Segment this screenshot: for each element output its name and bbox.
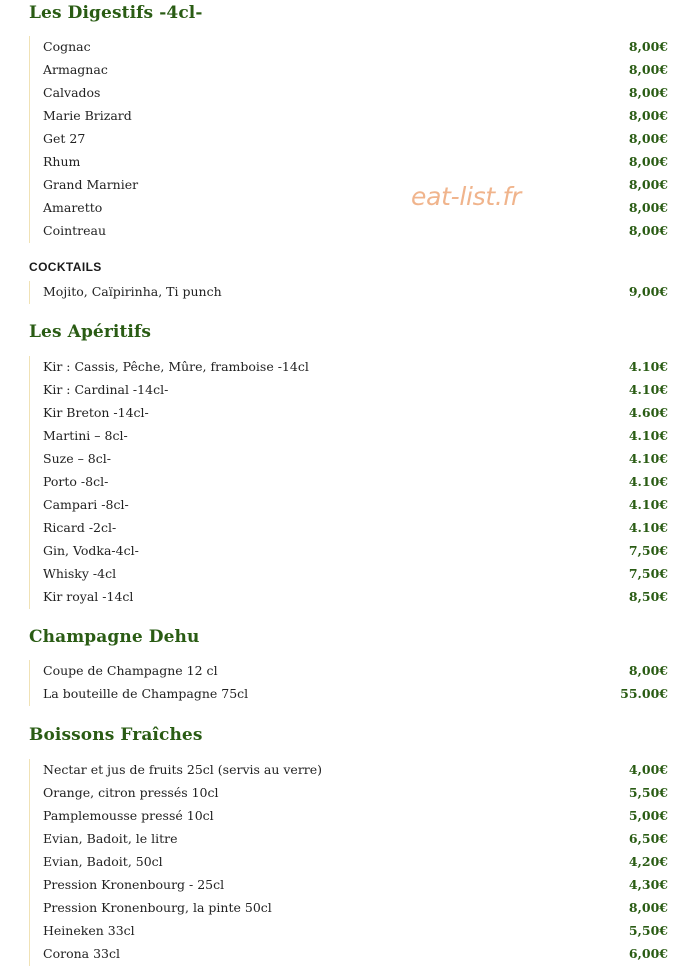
- item-name: Campari -8cl-: [43, 497, 129, 512]
- item-price: 9,00€: [628, 284, 668, 299]
- menu-item: [30, 943, 670, 966]
- menu-item: [30, 128, 670, 151]
- item-price: 5,50€: [628, 785, 668, 800]
- item-price: 8,00€: [628, 223, 668, 238]
- item-name: Pamplemousse pressé 10cl: [43, 808, 214, 823]
- item-price: 6,00€: [628, 946, 668, 961]
- item-price: 8,00€: [628, 62, 668, 77]
- aperitifs-title: Les Apéritifs: [29, 322, 152, 342]
- item-price: 4.60€: [628, 405, 668, 420]
- menu-item: [30, 59, 670, 82]
- item-price: 5,00€: [628, 808, 668, 823]
- item-name: Orange, citron pressés 10cl: [43, 785, 219, 800]
- item-name: Mojito, Caïpirinha, Ti punch: [43, 284, 222, 299]
- menu-item: [30, 540, 670, 563]
- digestifs-list: [29, 36, 670, 243]
- item-price: 4,30€: [628, 877, 668, 892]
- menu-item: [30, 402, 670, 425]
- item-name: Kir royal -14cl: [43, 589, 134, 604]
- menu-item: [30, 174, 670, 197]
- fraiches-title: Boissons Fraîches: [29, 725, 203, 745]
- item-price: 7,50€: [628, 543, 668, 558]
- item-name: Whisky -4cl: [43, 566, 117, 581]
- aperitifs-list: [29, 356, 670, 609]
- item-price: 4.10€: [628, 497, 668, 512]
- menu-item: [30, 586, 670, 609]
- digestifs-title: Les Digestifs -4cl-: [29, 3, 203, 23]
- item-price: 8,00€: [628, 200, 668, 215]
- cocktails-list: [29, 281, 670, 304]
- menu-item: [30, 563, 670, 586]
- item-price: 8,00€: [628, 177, 668, 192]
- item-name: Cognac: [43, 39, 91, 54]
- item-price: 6,50€: [628, 831, 668, 846]
- menu-item: [30, 494, 670, 517]
- item-name: Armagnac: [43, 62, 108, 77]
- fraiches-list: [29, 759, 670, 966]
- item-name: Heineken 33cl: [43, 923, 135, 938]
- item-name: Rhum: [43, 154, 81, 169]
- item-name: Evian, Badoit, le litre: [43, 831, 178, 846]
- menu-item: [30, 425, 670, 448]
- champagne-list: [29, 660, 670, 706]
- menu-item: [30, 782, 670, 805]
- item-price: 4.10€: [628, 428, 668, 443]
- item-name: Corona 33cl: [43, 946, 120, 961]
- menu-item: [30, 281, 670, 304]
- menu-item: [30, 82, 670, 105]
- menu-item: [30, 471, 670, 494]
- menu-item: [30, 220, 670, 243]
- item-name: Evian, Badoit, 50cl: [43, 854, 163, 869]
- item-name: Marie Brizard: [43, 108, 132, 123]
- item-name: Coupe de Champagne 12 cl: [43, 663, 218, 678]
- item-price: 4.10€: [628, 520, 668, 535]
- item-name: La bouteille de Champagne 75cl: [43, 686, 249, 701]
- item-price: 4.10€: [628, 382, 668, 397]
- menu-item: [30, 517, 670, 540]
- menu-item: [30, 197, 670, 220]
- item-price: 8,50€: [628, 589, 668, 604]
- item-price: 5,50€: [628, 923, 668, 938]
- item-name: Kir : Cardinal -14cl-: [43, 382, 169, 397]
- item-name: Kir Breton -14cl-: [43, 405, 149, 420]
- menu-item: [30, 759, 670, 782]
- menu-item: [30, 379, 670, 402]
- menu-item: [30, 828, 670, 851]
- item-name: Get 27: [43, 131, 86, 146]
- item-price: 4.10€: [628, 474, 668, 489]
- menu-item: [30, 660, 670, 683]
- item-name: Nectar et jus de fruits 25cl (servis au verre): [43, 762, 323, 777]
- item-name: Porto -8cl-: [43, 474, 109, 489]
- menu-item: [30, 105, 670, 128]
- watermark-text: eat-list.fr: [411, 182, 521, 211]
- menu-item: [30, 356, 670, 379]
- item-name: Cointreau: [43, 223, 107, 238]
- item-name: Calvados: [43, 85, 101, 100]
- item-price: 8,00€: [628, 108, 668, 123]
- item-price: 8,00€: [628, 39, 668, 54]
- menu-item: [30, 897, 670, 920]
- item-price: 4,00€: [628, 762, 668, 777]
- item-price: 8,00€: [628, 85, 668, 100]
- item-name: Kir : Cassis, Pêche, Mûre, framboise -14cl: [43, 359, 309, 374]
- item-name: Grand Marnier: [43, 177, 139, 192]
- item-price: 8,00€: [628, 663, 668, 678]
- menu-item: [30, 805, 670, 828]
- item-price: 55.00€: [620, 686, 668, 701]
- item-name: Ricard -2cl-: [43, 520, 117, 535]
- cocktails-title: COCKTAILS: [29, 260, 102, 274]
- champagne-title: Champagne Dehu: [29, 627, 200, 647]
- menu-item: [30, 683, 670, 706]
- menu-item: [30, 36, 670, 59]
- item-name: Pression Kronenbourg, la pinte 50cl: [43, 900, 272, 915]
- item-name: Pression Kronenbourg - 25cl: [43, 877, 225, 892]
- item-price: 4.10€: [628, 451, 668, 466]
- item-price: 8,00€: [628, 900, 668, 915]
- item-name: Gin, Vodka-4cl-: [43, 543, 139, 558]
- item-price: 4.10€: [628, 359, 668, 374]
- item-price: 8,00€: [628, 131, 668, 146]
- item-price: 7,50€: [628, 566, 668, 581]
- menu-item: [30, 151, 670, 174]
- menu-item: [30, 448, 670, 471]
- item-name: Martini – 8cl-: [43, 428, 128, 443]
- item-name: Amaretto: [43, 200, 103, 215]
- item-price: 8,00€: [628, 154, 668, 169]
- item-name: Suze – 8cl-: [43, 451, 111, 466]
- menu-item: [30, 851, 670, 874]
- item-price: 4,20€: [628, 854, 668, 869]
- menu-item: [30, 874, 670, 897]
- menu-item: [30, 920, 670, 943]
